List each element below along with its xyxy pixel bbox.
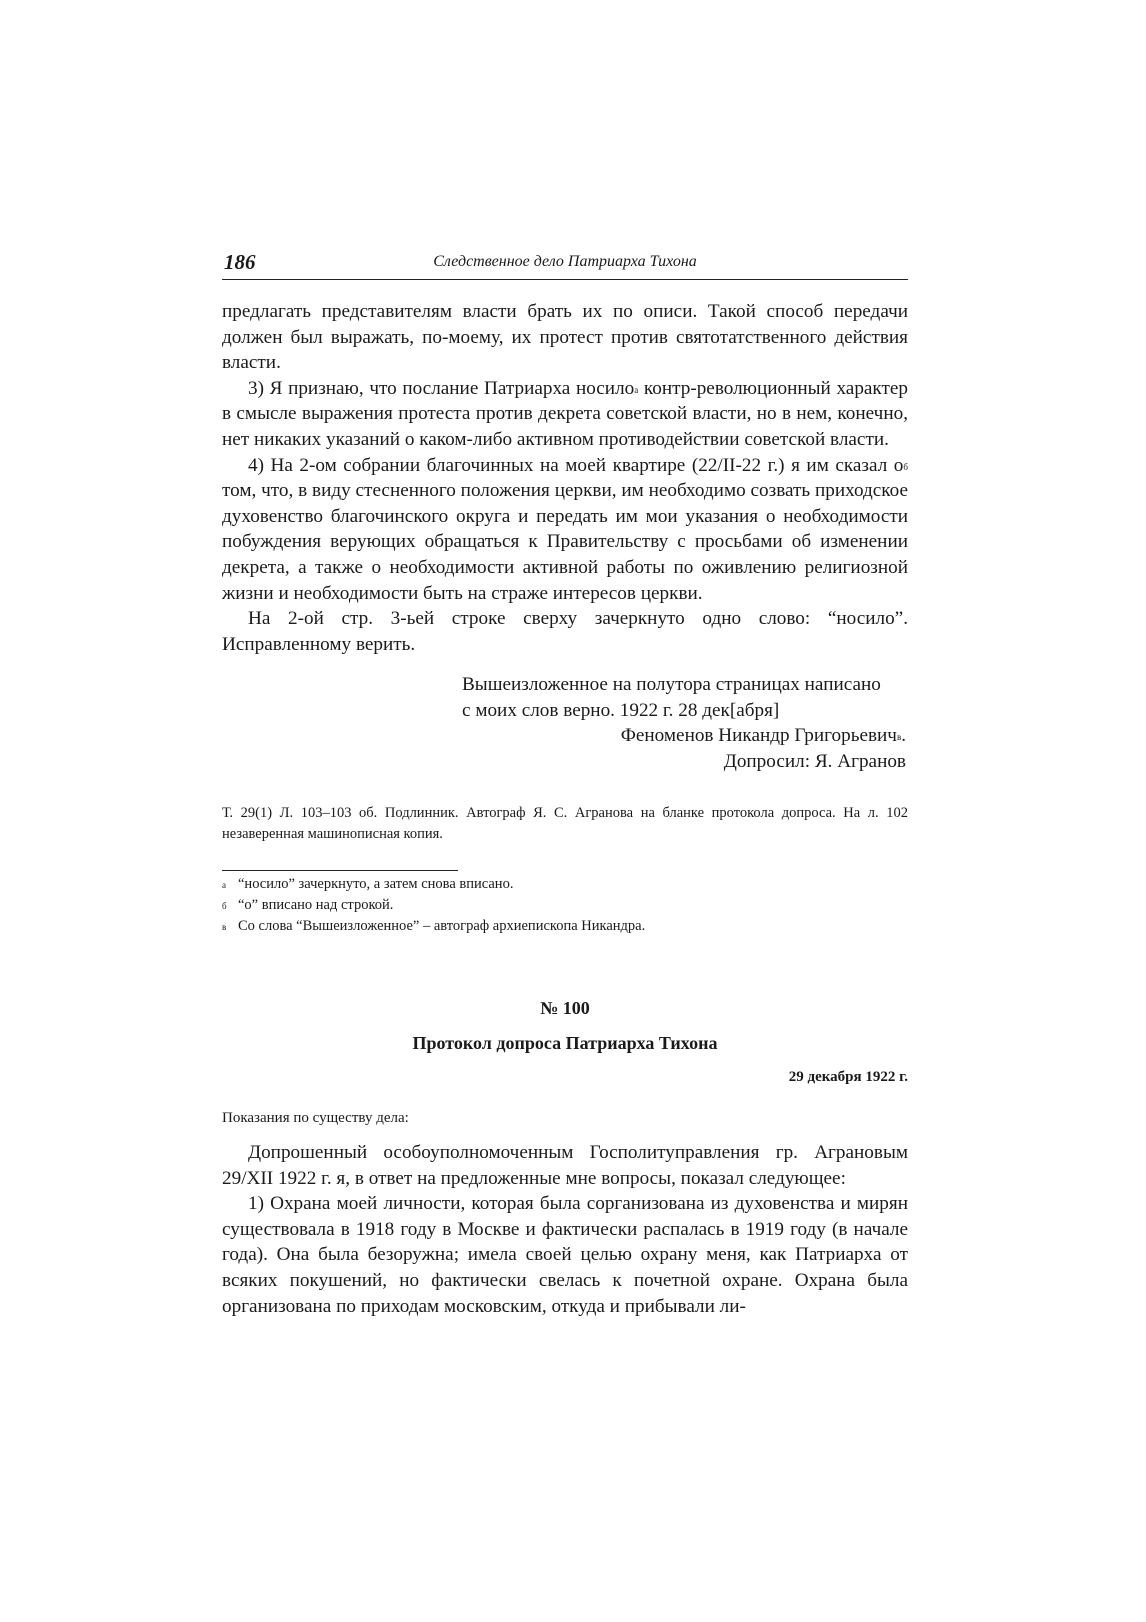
footnote-text: “о” вписано над строкой. — [238, 897, 394, 913]
signature-line-4: Допросил: Я. Агранов — [723, 750, 906, 772]
new-document-body — [222, 1140, 908, 1319]
testimony-label: Показания по существу дела: — [222, 1110, 409, 1126]
paragraph-continuation: предлагать представителям власти брать их по описи. Такой способ передачи должен был выражать, по-моему, их протест против святотатственного действия власти. — [222, 301, 908, 374]
previous-document-body — [222, 299, 908, 657]
page-number: 186 — [224, 250, 256, 274]
footnote-a — [222, 874, 908, 895]
footnote-ref-b[interactable]: б — [903, 461, 908, 472]
footnote-mark: в — [222, 922, 227, 932]
footnote-b — [222, 895, 908, 916]
header-rule — [222, 279, 908, 280]
footnote-mark: а — [222, 880, 226, 890]
document-title: Протокол допроса Патриарха Тихона — [412, 1033, 718, 1053]
paragraph-text: контр-революционный характер в смысле выражения протеста против декрета советской власти, но в нем, конечно, нет никаких указаний о каком-либо активном противодействии советской власти. — [222, 377, 908, 450]
signature-line-3 — [222, 723, 908, 749]
footnote-text: Со слова “Вышеизложенное” – автограф архиепископа Никандра. — [238, 918, 646, 934]
paragraph-correction-note: На 2-ой стр. 3-ьей строке сверху зачеркнуто одно слово: “носило”. Исправленному верить. — [222, 608, 908, 655]
signature-line-1: Вышеизложенное на полутора страницах написано — [462, 674, 881, 695]
footnote-ref-a[interactable]: а — [634, 384, 639, 395]
paragraph-item-4 — [222, 453, 908, 607]
footnote-rule — [222, 870, 458, 871]
footnote-ref-v[interactable]: в — [896, 732, 902, 743]
paragraph-item-3 — [222, 376, 908, 453]
footnotes — [222, 874, 908, 937]
paragraph-text: 4) На 2-ом собрании благочинных на моей квартире (22/II-22 г.) я им сказал о — [248, 454, 904, 476]
archival-source-note: Т. 29(1) Л. 103–103 об. Подлинник. Автограф Я. С. Агранова на бланке протокола допроса. На л. 102 незаверенная машинописная копия. — [222, 805, 908, 842]
running-title: Следственное дело Патриарха Тихона — [433, 253, 697, 270]
paragraph-text: 3) Я признаю, что послание Патриарха носило — [248, 377, 635, 399]
paragraph-text: том, что, в виду стесненного положения церкви, им необходимо созвать приходское духовенство благочинского округа и передать им мои указания о необходимости побуждения верующих обращаться к Правительству с просьбами об изменении декрета, а также о необходимости активной работы по оживлению религиозной жизни и необходимости быть на страже интересов церкви. — [222, 480, 908, 604]
footnote-mark: б — [222, 901, 227, 911]
punctuation: . — [901, 725, 906, 747]
paragraph-intro: Допрошенный особоуполномоченным Госполитуправления гр. Аграновым 29/XII 1922 г. я, в ответ на предложенные мне вопросы, показал следующее: — [222, 1142, 908, 1189]
running-head — [222, 250, 908, 278]
signatory-name: Феноменов Никандр Григорьевич — [620, 725, 897, 747]
signature-line-2: с моих слов верно. 1922 г. 28 дек[абря] — [462, 699, 780, 721]
footnote-v — [222, 916, 908, 937]
paragraph-item-1: 1) Охрана моей личности, которая была сорганизована из духовенства и мирян существовала в 1918 году в Москве и фактически распалась в 1919 году (в начале года). Она была безоружна; имела своей целью охрану меня, как Патриарха от всяких покушений, но фактически свелась к почетной охране. Охрана была организована по приходам московским, откуда и прибывали ли- — [222, 1193, 908, 1317]
document-number: № 100 — [540, 998, 590, 1018]
footnote-text: “носило” зачеркнуто, а затем снова вписано. — [238, 876, 514, 892]
document-date: 29 декабря 1922 г. — [788, 1069, 908, 1085]
signature-block — [222, 672, 908, 774]
